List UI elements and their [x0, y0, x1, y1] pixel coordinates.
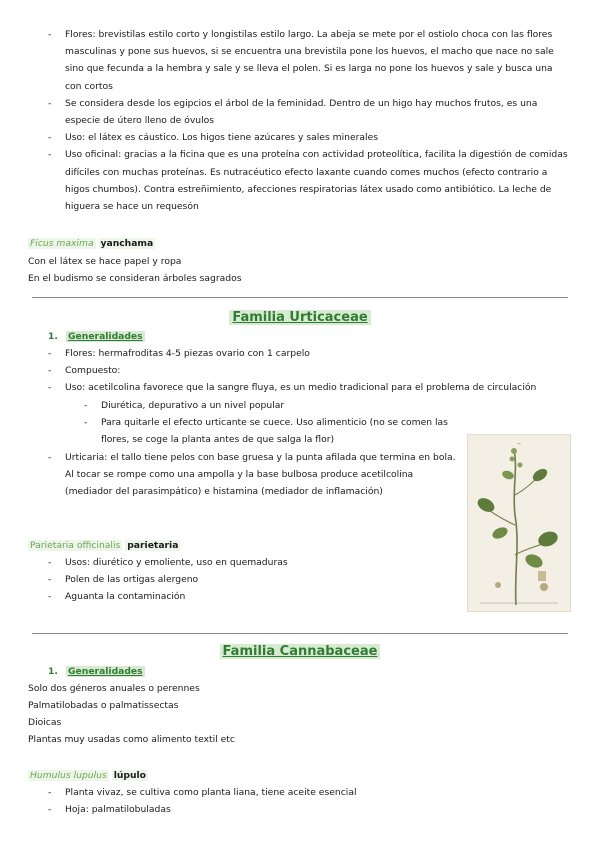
- list-item: - Para quitarle el efecto urticante se cuece. Uso alimenticio (no se comen las flores, se coge la planta antes de que salga la flor): [84, 414, 466, 448]
- common-name: lúpulo: [113, 770, 146, 781]
- common-name: parietaria: [127, 540, 179, 551]
- urticaria-notes: [48, 449, 460, 501]
- list-item: - Urticaria: el tallo tiene pelos con base gruesa y la punta afilada que termina en bola. Al tocar se rompe como una ampolla y la base bulbosa produce acetilcolina (mediador del parasimpático) e histamina (mediador de inflamación): [48, 449, 460, 501]
- list-item: - Uso oficinal: gracias a la ficina que es una proteína con actividad proteolítica, facilita la digestión de comidas difíciles con muchas proteínas. Es nutracéutico efecto laxante cuando comes muchos (efecto contrario a higos chumbos). Contra estreñimiento, afecciones respiratorias látex usado como antibiótico. La leche de higuera se hace un requesón: [48, 146, 570, 215]
- cannabaceae-line: Solo dos géneros anuales o perennes: [28, 683, 200, 694]
- list-item: - Aguanta la contaminación: [48, 588, 448, 605]
- ficus-line: Con el látex se hace papel y ropa: [28, 256, 182, 267]
- list-item: - Se considera desde los egipcios el árbol de la feminidad. Dentro de un higo hay muchos frutos, es una especie de útero lleno de óvulos: [48, 95, 570, 129]
- list-item: - Compuesto:: [48, 362, 570, 379]
- family-title: Familia Urticaceae: [0, 309, 600, 327]
- cannabaceae-line: Palmatilobadas o palmatissectas: [28, 700, 179, 711]
- list-item: - Planta vivaz, se cultiva como planta liana, tiene aceite esencial: [48, 784, 548, 801]
- list-item: - Diurética, depurativo a un nivel popular: [84, 397, 466, 414]
- ficus-carica-notes: [48, 26, 570, 215]
- botanical-illustration: [467, 434, 571, 612]
- divider: [32, 297, 568, 298]
- parietaria-heading: [28, 537, 180, 554]
- generalidades-heading: 1. Generalidades: [48, 331, 143, 342]
- humulus-list: [48, 784, 548, 818]
- scientific-name: Ficus maxima: [30, 238, 94, 249]
- humulus-heading: [28, 767, 148, 784]
- list-item: - Usos: diurético y emoliente, uso en quemaduras: [48, 554, 448, 571]
- svg-text:~: ~: [516, 441, 522, 447]
- cannabaceae-line: Dioicas: [28, 717, 62, 728]
- list-item: - Flores: brevistilas estilo corto y longistilas estilo largo. La abeja se mete por el ostiolo choca con las flores masculinas y pone sus huevos, si se encuentra una brevistila pone los huevos, el macho que nace no sale sino que fecunda a la hembra y sale y se lleva el polen. Si es larga no pone los huevos y sale y busca una con cortos: [48, 26, 570, 95]
- parietaria-list: [48, 554, 448, 606]
- cannabaceae-line: Plantas muy usadas como alimento textil etc: [28, 734, 235, 745]
- urticaceae-list: [48, 345, 570, 397]
- list-item: - Flores: hermafroditas 4-5 piezas ovario con 1 carpelo: [48, 345, 570, 362]
- common-name: yanchama: [100, 238, 154, 249]
- divider: [32, 633, 568, 634]
- list-item: - Polen de las ortigas alergeno: [48, 571, 448, 588]
- ficus-line: En el budismo se consideran árboles sagrados: [28, 273, 242, 284]
- list-item: - Uso: el látex es cáustico. Los higos tiene azúcares y sales minerales: [48, 129, 570, 146]
- scientific-name: Parietaria officinalis: [30, 540, 121, 551]
- generalidades-heading: 1. Generalidades: [48, 666, 143, 677]
- urticaceae-sublist: [48, 397, 466, 449]
- list-item: - Hoja: palmatilobuladas: [48, 801, 548, 818]
- family-title: Familia Cannabaceae: [0, 643, 600, 661]
- scientific-name: Humulus lupulus: [30, 770, 107, 781]
- ficus-maxima-heading: [28, 235, 155, 252]
- list-item: - Uso: acetilcolina favorece que la sangre fluya, es un medio tradicional para el problema de circulación: [48, 379, 570, 396]
